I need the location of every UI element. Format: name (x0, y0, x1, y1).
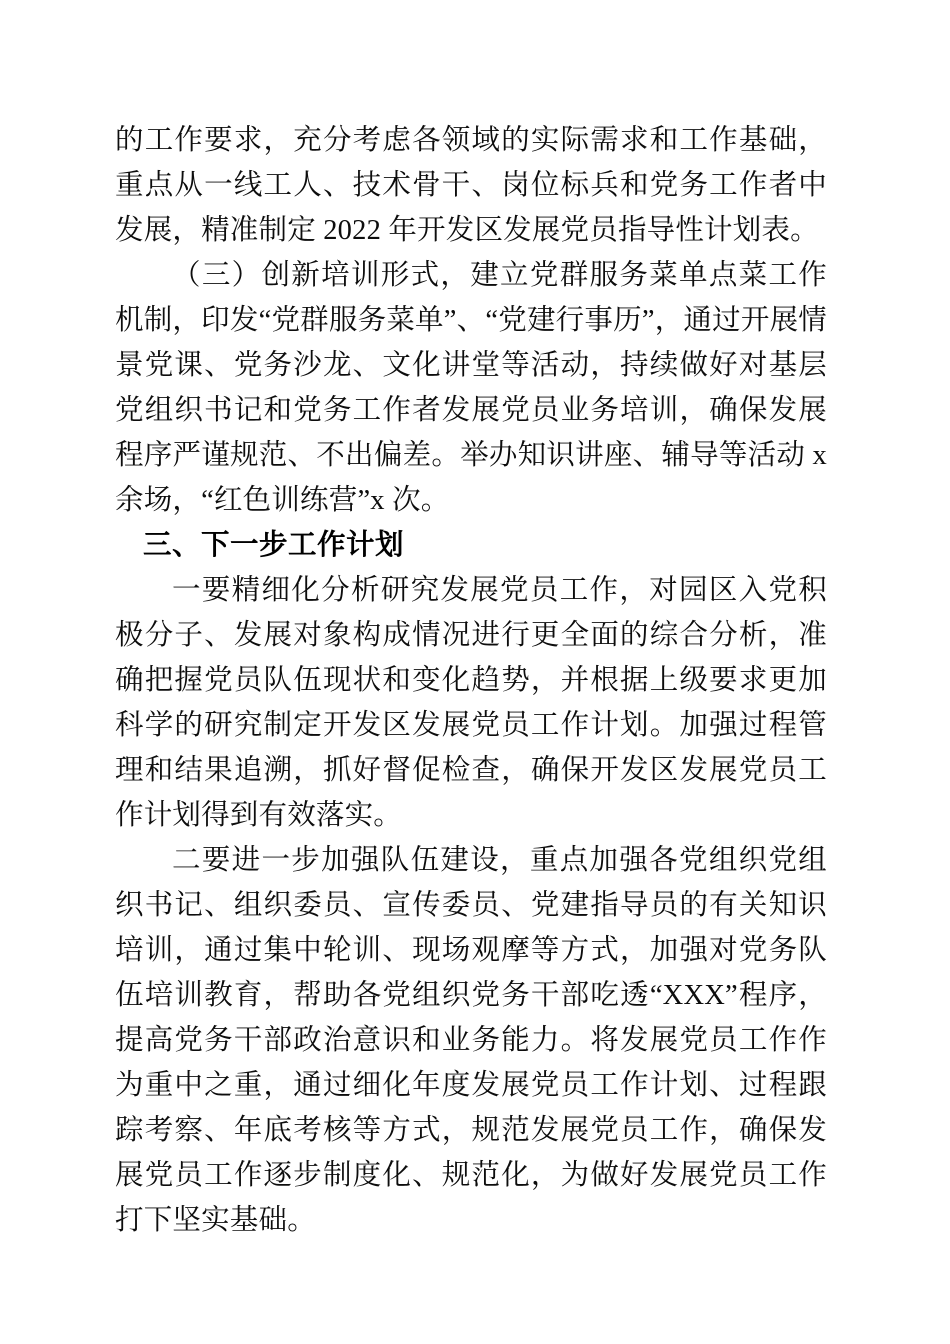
paragraph-plan-one: 一要精细化分析研究发展党员工作，对园区入党积极分子、发展对象构成情况进行更全面的综合分析，准确把握党员队伍现状和变化趋势，并根据上级要求更加科学的研究制定开发区发展党员工作计划。加强过程管理和结果追溯，抓好督促检查，确保开发区发展党员工作计划得到有效落实。 (115, 575, 827, 831)
paragraph-plan-two: 二要进一步加强队伍建设，重点加强各党组织党组织书记、组织委员、宣传委员、党建指导员的有关知识培训，通过集中轮训、现场观摩等方式，加强对党务队伍培训教育，帮助各党组织党务干部吃透“XXX”程序，提高党务干部政治意识和业务能力。将发展党员工作作为重中之重，通过细化年度发展党员工作计划、过程跟踪考察、年底考核等方式，规范发展党员工作，确保发展党员工作逐步制度化、规范化，为做好发展党员工作打下坚实基础。 (115, 845, 827, 1236)
heading-section-three: 三、下一步工作计划 (143, 529, 405, 561)
document-text-body (115, 118, 827, 1243)
paragraph-item-three: （三）创新培训形式，建立党群服务菜单点菜工作机制，印发“党群服务菜单”、“党建行事历”，通过开展情景党课、党务沙龙、文化讲堂等活动，持续做好对基层党组织书记和党务工作者发展党员业务培训，确保发展程序严谨规范、不出偏差。举办知识讲座、辅导等活动 x 余场，“红色训练营”x 次。 (115, 260, 827, 516)
paragraph-continued-section-two: 的工作要求，充分考虑各领域的实际需求和工作基础，重点从一线工人、技术骨干、岗位标兵和党务工作者中发展，精准制定 2022 年开发区发展党员指导性计划表。 (115, 125, 827, 246)
